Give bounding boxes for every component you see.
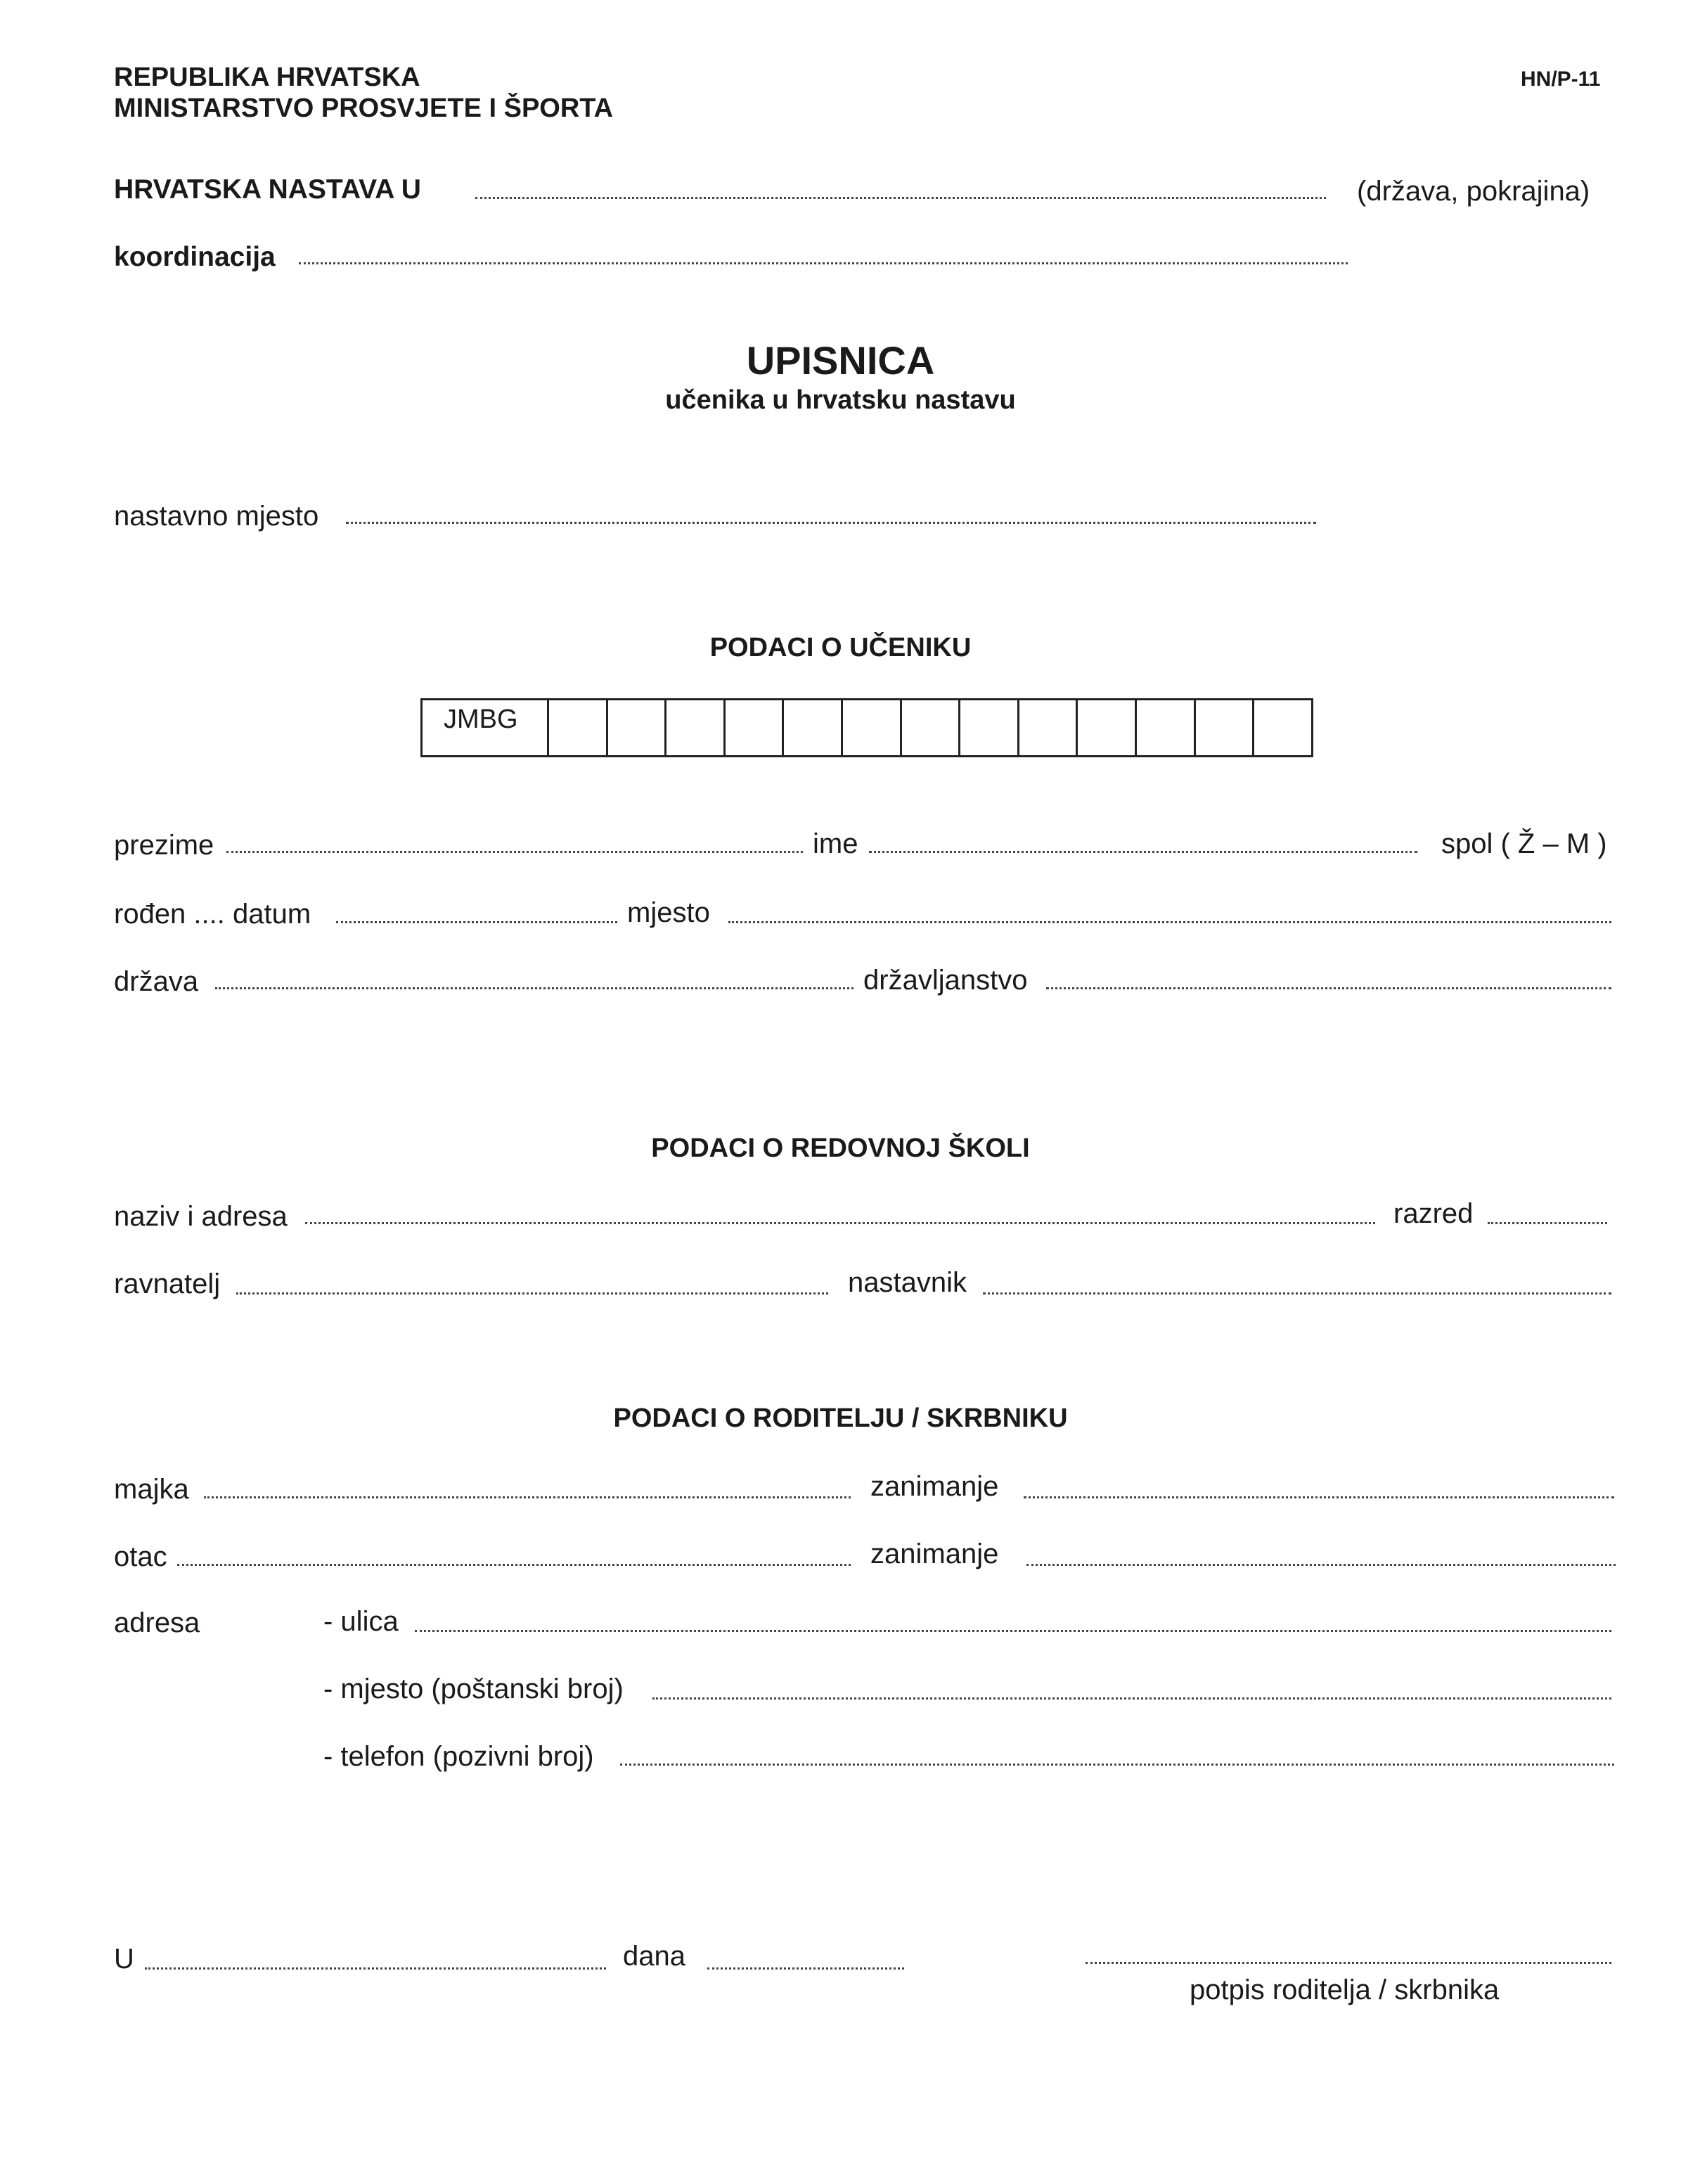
koordinacija-label: koordinacija xyxy=(114,242,276,272)
mjesto-rodenja-label: mjesto xyxy=(627,897,710,928)
mjesto-postanski-label: - mjesto (poštanski broj) xyxy=(323,1674,624,1704)
telefon-field[interactable] xyxy=(620,1764,1614,1766)
otac-field[interactable] xyxy=(177,1564,851,1566)
jmbg-digit-cell[interactable] xyxy=(608,700,667,755)
drzava-field[interactable] xyxy=(215,987,854,989)
jmbg-grid xyxy=(420,698,1313,757)
koordinacija-field[interactable] xyxy=(299,262,1348,264)
zanimanje-majka-label: zanimanje xyxy=(870,1471,999,1502)
jmbg-digit-cell[interactable] xyxy=(549,700,608,755)
mjesto-rodenja-field[interactable] xyxy=(728,921,1611,923)
spol-label: spol ( Ž – M ) xyxy=(1441,828,1607,859)
signature-field[interactable] xyxy=(1086,1962,1611,1964)
ime-field[interactable] xyxy=(869,851,1417,853)
jmbg-digit-cell[interactable] xyxy=(902,700,961,755)
nastava-label: HRVATSKA NASTAVA U xyxy=(114,174,421,205)
telefon-label: - telefon (pozivni broj) xyxy=(323,1741,594,1772)
drzavljanstvo-label: državljanstvo xyxy=(863,965,1028,996)
u-field[interactable] xyxy=(145,1967,606,1970)
student-section-title: PODACI O UČENIKU xyxy=(709,633,972,662)
ulica-label: - ulica xyxy=(323,1606,399,1637)
jmbg-digit-cell[interactable] xyxy=(1137,700,1196,755)
jmbg-digit-cell[interactable] xyxy=(1019,700,1078,755)
adresa-label: adresa xyxy=(114,1607,200,1638)
school-section-title: PODACI O REDOVNOJ ŠKOLI xyxy=(651,1133,1030,1163)
nastavnik-field[interactable] xyxy=(983,1292,1611,1295)
zanimanje-otac-field[interactable] xyxy=(1026,1564,1616,1566)
roden-datum-label: rođen .... datum xyxy=(114,899,311,930)
u-label: U xyxy=(114,1944,134,1974)
razred-field[interactable] xyxy=(1488,1222,1607,1224)
zanimanje-majka-field[interactable] xyxy=(1024,1496,1614,1498)
majka-label: majka xyxy=(114,1474,189,1505)
ravnatelj-label: ravnatelj xyxy=(114,1268,221,1299)
prezime-field[interactable] xyxy=(226,851,803,853)
ulica-field[interactable] xyxy=(415,1630,1611,1632)
naziv-adresa-label: naziv i adresa xyxy=(114,1201,288,1232)
nastavno-mjesto-label: nastavno mjesto xyxy=(114,501,319,532)
jmbg-digit-cell[interactable] xyxy=(960,700,1019,755)
majka-field[interactable] xyxy=(204,1496,851,1498)
jmbg-digit-cell[interactable] xyxy=(1196,700,1255,755)
otac-label: otac xyxy=(114,1541,167,1572)
dana-field[interactable] xyxy=(707,1967,904,1970)
ravnatelj-field[interactable] xyxy=(236,1292,828,1295)
razred-label: razred xyxy=(1393,1198,1474,1229)
mjesto-postanski-field[interactable] xyxy=(652,1697,1611,1700)
naziv-adresa-field[interactable] xyxy=(305,1222,1375,1224)
jmbg-label: JMBG xyxy=(423,700,549,755)
nastava-suffix: (država, pokrajina) xyxy=(1357,176,1590,207)
form-code: HN/P-11 xyxy=(1521,68,1601,91)
jmbg-digit-cell[interactable] xyxy=(726,700,785,755)
jmbg-digit-cell[interactable] xyxy=(843,700,902,755)
jmbg-digit-cell[interactable] xyxy=(1254,700,1311,755)
header-republic: REPUBLIKA HRVATSKA xyxy=(114,63,420,92)
zanimanje-otac-label: zanimanje xyxy=(870,1539,999,1569)
jmbg-digit-cell[interactable] xyxy=(666,700,726,755)
parent-section-title: PODACI O RODITELJU / SKRBNIKU xyxy=(613,1403,1068,1433)
form-subtitle: učenika u hrvatsku nastavu xyxy=(665,385,1016,415)
jmbg-digit-cell[interactable] xyxy=(784,700,843,755)
jmbg-digit-cell[interactable] xyxy=(1078,700,1137,755)
prezime-label: prezime xyxy=(114,830,214,861)
form-title: UPISNICA xyxy=(746,338,935,383)
ime-label: ime xyxy=(813,828,858,859)
drzavljanstvo-field[interactable] xyxy=(1046,987,1611,989)
signature-label: potpis roditelja / skrbnika xyxy=(1190,1974,1500,2005)
nastavnik-label: nastavnik xyxy=(848,1267,967,1298)
dana-label: dana xyxy=(623,1941,685,1972)
datum-field[interactable] xyxy=(336,921,617,923)
header-ministry: MINISTARSTVO PROSVJETE I ŠPORTA xyxy=(114,94,614,123)
drzava-label: država xyxy=(114,966,199,997)
nastava-field[interactable] xyxy=(475,197,1326,199)
nastavno-mjesto-field[interactable] xyxy=(346,522,1316,524)
